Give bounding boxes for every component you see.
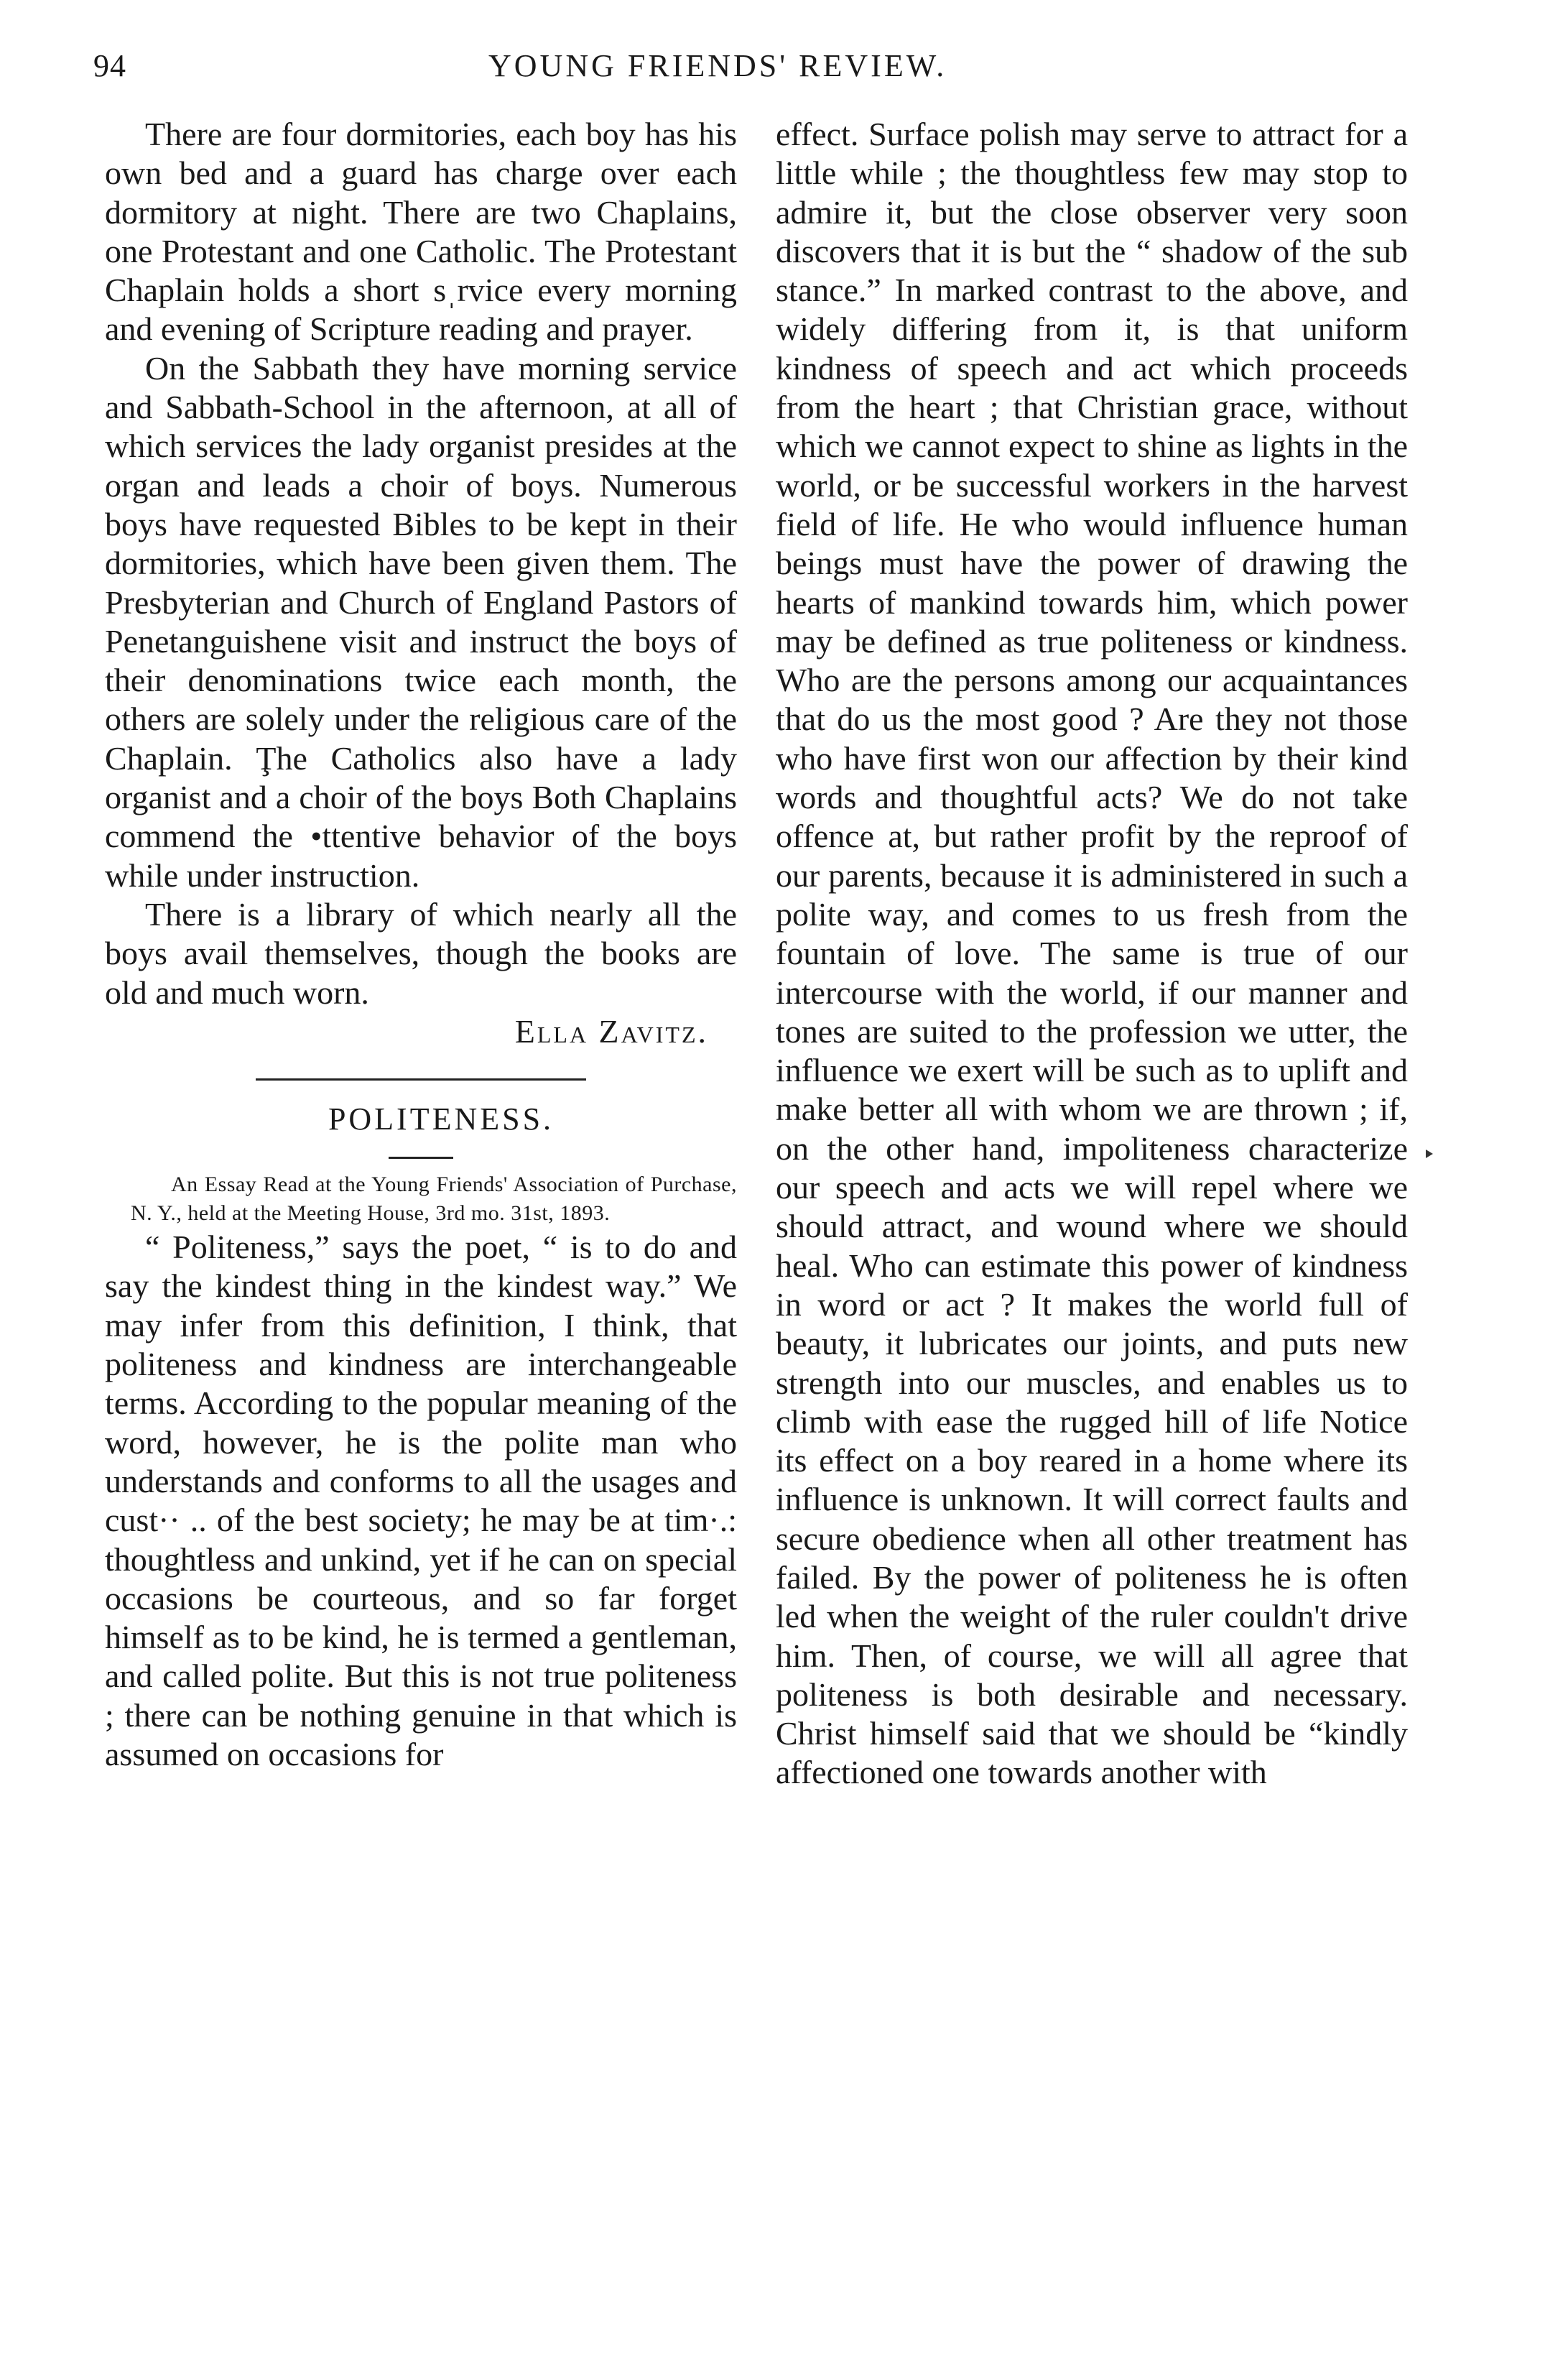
page-number: 94 [93,48,126,83]
margin-arrow-mark [1426,1150,1433,1158]
section-divider [256,1078,586,1081]
running-title: YOUNG FRIENDS' REVIEW. [488,48,947,83]
paragraph-politeness-continued: effect. Surface polish may serve to attract for a little while ; the thoughtless few may stop to admire it, but the close observer very soon discovers that it is but the “ shadow of the sub stance.” In marked contrast to the above, and widely differing from it, is that uniform kindness of speech and act which proceeds from the heart ; that Christian grace, without which we cannot expect to shine as lights in the world, or be successful workers in the harvest field of life. He who would influence human beings must have the power of drawing the hearts of mankind towards him, which power may be defined as true politeness or kindness. Who are the persons among our acquaintances that do us the most good ? Are they not those who have first won our affection by their kind words and thoughtful acts? We do not take offence at, but rather profit by the reproof of our parents, because it is administered in such a polite way, and comes to us fresh from the fountain of love. The same is true of our intercourse with the world, if our manner and tones are suited to the profession we utter, the influence we exert will be such as to uplift and make better all with whom we are thrown ; if, on the other hand, impoliteness characterize our speech and acts we will repel where we should attract, and wound where we should heal. Who can estimate this power of kindness in word or act ? It makes the world full of beauty, it lubricates our joints, and puts new strength into our muscles, and enables us to climb with ease the rugged hill of life Notice its effect on a boy reared in a home where its influence is unknown. It will correct faults and secure obedience when all other treatment has failed. By the power of politeness he is often led when the weight of the ruler couldn't drive him. Then, of course, we will all agree that politeness is both desirable and necessary. Christ himself said that we should be “kindly affectioned one towards another with [776,116,1408,1791]
paragraph-library: There is a library of which nearly all the boys avail themselves, though the books are old and much worn. [105,895,737,1011]
paragraph-dormitories: There are four dormitories, each boy has his own bed and a guard has charge over each dormitory at night. There are two Chaplains, one Protestant and one Catholic. The Protestant Chaplain holds a short sˌrvice every morning and evening of Scripture reading and prayer. [105,116,737,348]
right-column [776,115,1408,1793]
paragraph-sabbath: On the Sabbath they have morning service and Sabbath-School in the afternoon, at all of which services the lady organist presides at the organ and leads a choir of boys. Numerous boys have requested Bibles to be kept in their dormitories, which have been given them. The Presbyterian and Church of England Pastors of Penetanguishene visit and instruct the boys of their denominations twice each month, the others are solely under the religious care of the Chaplain. Ţhe Catholics also have a lady organist and a choir of the boys Both Chaplains commend the •ttentive behavior of the boys while under instruction. [105,349,737,894]
section-title: POLITENESS. [328,1101,555,1137]
essay-subtitle: An Essay Read at the Young Friends' Association of Purchase, N. Y., held at the Meeting House, 3rd mo. 31st, 1893. [131,1173,737,1226]
journal-page [93,43,1458,2313]
page-header [93,43,1458,93]
title-divider [389,1157,453,1159]
left-column [105,115,737,1774]
author-signature: Ella Zavitz. [514,1012,708,1050]
paragraph-politeness-intro: “ Politeness,” says the poet, “ is to do and say the kindest thing in the kindest way.” We may infer from this definition, I think, that politeness and kindness are interchangeable terms. According to the popular meaning of the word, however, he is the polite man who understands and conforms to all the usages and cust·· .. of the best society; he may be at tim·.: thoughtless and unkind, yet if he can on special occasions be courteous, and so far forget himself as to be kind, he is termed a gentleman, and called polite. But this is not true politeness ; there can be nothing genuine in that which is assumed on occasions for [105,1229,737,1772]
